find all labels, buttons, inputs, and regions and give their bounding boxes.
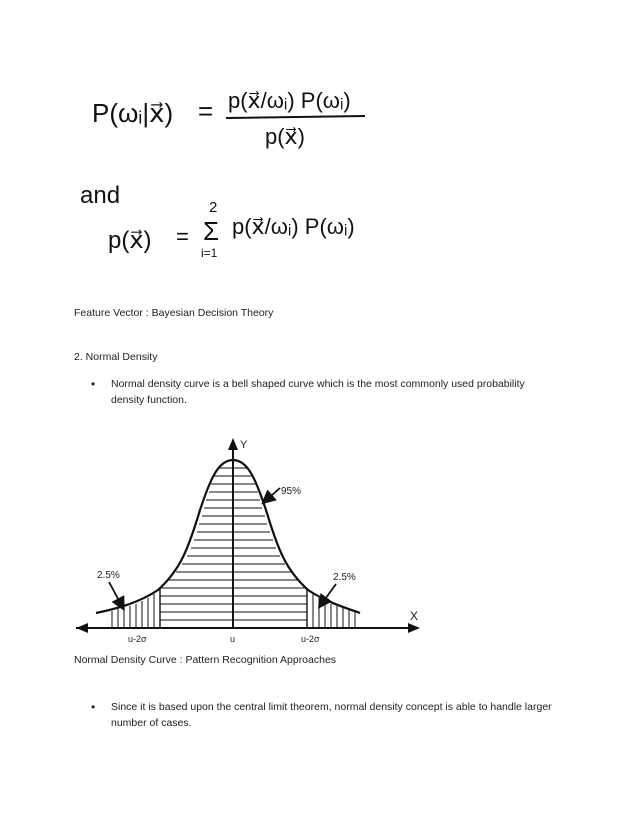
evidence-equals: = [176, 224, 189, 249]
and-word: and [80, 182, 121, 209]
evidence-lhs: p(x⃗) [108, 227, 152, 254]
x-axis-arrow-right [408, 623, 420, 633]
sum-lower-limit: i=1 [201, 246, 218, 260]
bullet-dot: • [91, 377, 96, 391]
caption-bayesian: Feature Vector : Bayesian Decision Theory [74, 307, 274, 319]
bullet-item [91, 699, 581, 731]
sum-symbol: Σ [203, 216, 220, 246]
label-left-2-5-percent: 2.5% [97, 570, 120, 581]
arrow-95 [264, 488, 280, 502]
x-axis-arrow-left [76, 623, 88, 633]
y-axis-label: Y [240, 439, 248, 451]
tick-left: u-2σ [128, 634, 147, 644]
bayes-formula-svg [0, 0, 638, 270]
tick-right: u-2σ [301, 634, 320, 644]
bullet-item [91, 376, 571, 408]
evidence-rhs: p(x⃗/ωᵢ) P(ωᵢ) [232, 214, 355, 239]
x-axis-label: X [410, 609, 419, 623]
bullet2-line1: Since it is based upon the central limit theorem, normal density concept is able to handle larger [111, 701, 552, 713]
bell-curve [96, 460, 360, 613]
formula-numerator: p(x⃗/ωᵢ) P(ωᵢ) [228, 88, 351, 113]
sum-upper-limit: 2 [209, 199, 218, 216]
y-axis-arrow [228, 438, 238, 450]
formula-denominator: p(x⃗) [265, 124, 305, 149]
tick-mid: u [230, 634, 236, 644]
caption-normal-density: Normal Density Curve : Pattern Recognition Approaches [74, 654, 337, 666]
fraction-bar [226, 116, 365, 118]
section-heading: 2. Normal Density [74, 351, 158, 363]
arrow-left-tail [109, 582, 123, 608]
formula-lhs: P(ωᵢ|x⃗) [92, 98, 174, 128]
label-right-2-5-percent: 2.5% [333, 572, 356, 583]
label-95-percent: 95% [281, 486, 302, 497]
bullet-dot: • [91, 700, 96, 714]
bullet1-line1: Normal density curve is a bell shaped curve which is the most commonly used probability [111, 378, 525, 390]
bullet2-line2: number of cases. [111, 717, 192, 729]
bullet1-line2: density function. [111, 394, 187, 406]
right-tail-hatch [313, 594, 355, 628]
normal-density-figure [0, 430, 638, 650]
formula-equals: = [198, 96, 214, 126]
